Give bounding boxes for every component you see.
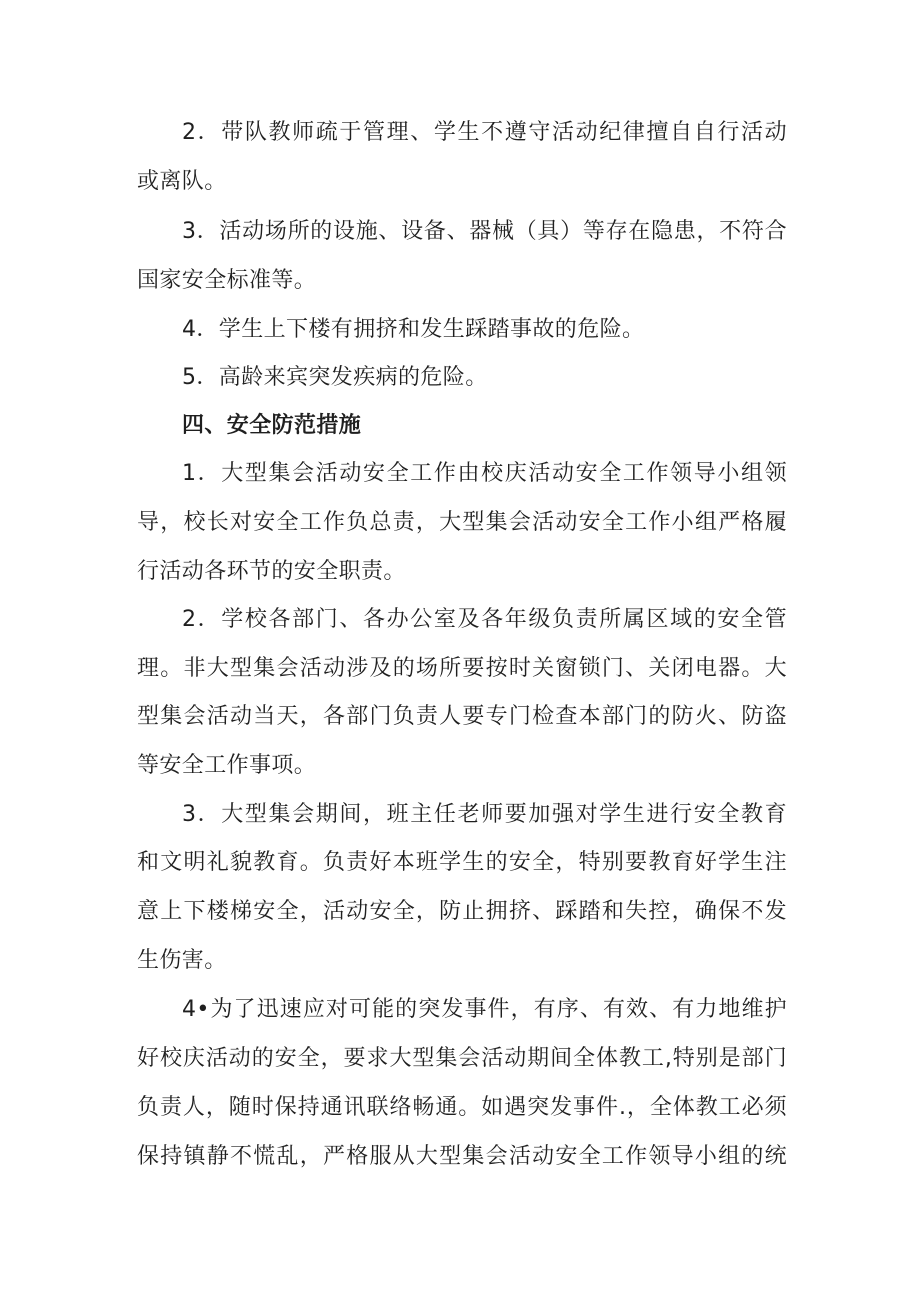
measure-3-line-1: 3．大型集会期间，班主任老师要加强对学生进行安全教育 [182, 802, 787, 827]
measure-2-line-4: 等安全工作事项。 [137, 753, 317, 778]
measure-2-line-1: 2．学校各部门、各办公室及各年级负责所属区域的安全管 [182, 607, 787, 632]
measure-4-line-1: 4•为了迅速应对可能的突发事件，有序、有效、有力地维护 [182, 997, 787, 1022]
measure-3-line-4: 生伤害。 [137, 948, 227, 973]
measure-1-line-1: 1．大型集会活动安全工作由校庆活动安全工作领导小组领 [182, 461, 787, 486]
measure-3-line-3: 意上下楼梯安全，活动安全，防止拥挤、踩踏和失控，确保不发 [137, 899, 787, 924]
measure-1-line-2: 导，校长对安全工作负总责，大型集会活动安全工作小组严格履 [137, 510, 787, 535]
item-2-line-2: 或离队。 [137, 169, 227, 194]
item-2-line-1: 2．带队教师疏于管理、学生不遵守活动纪律擅自自行活动 [182, 120, 787, 145]
measure-4-line-2: 好校庆活动的安全，要求大型集会活动期间全体教工,特别是部门 [137, 1046, 787, 1071]
item-5-line-1: 5．高龄来宾突发疾病的危险。 [182, 365, 488, 390]
item-3-line-1: 3．活动场所的设施、设备、器械（具）等存在隐患，不符合 [182, 219, 787, 244]
item-3-line-2: 国家安全标准等。 [137, 268, 317, 293]
measure-2-line-2: 理。非大型集会活动涉及的场所要按时关窗锁门、关闭电器。大 [137, 656, 787, 681]
measure-2-line-3: 型集会活动当天，各部门负责人要专门检查本部门的防火、防盗 [137, 704, 787, 729]
measure-3-line-2: 和文明礼貌教育。负责好本班学生的安全，特别要教育好学生注 [137, 850, 787, 875]
measure-4-line-3: 负责人，随时保持通讯联络畅通。如遇突发事件.，全体教工必须 [137, 1095, 787, 1120]
measure-4-line-4: 保持镇静不慌乱，严格服从大型集会活动安全工作领导小组的统 [137, 1144, 787, 1169]
item-4-line-1: 4．学生上下楼有拥挤和发生踩踏事故的危险。 [182, 317, 645, 342]
section-heading: 四、安全防范措施 [182, 413, 362, 438]
measure-1-line-3: 行活动各环节的安全职责。 [137, 559, 406, 584]
